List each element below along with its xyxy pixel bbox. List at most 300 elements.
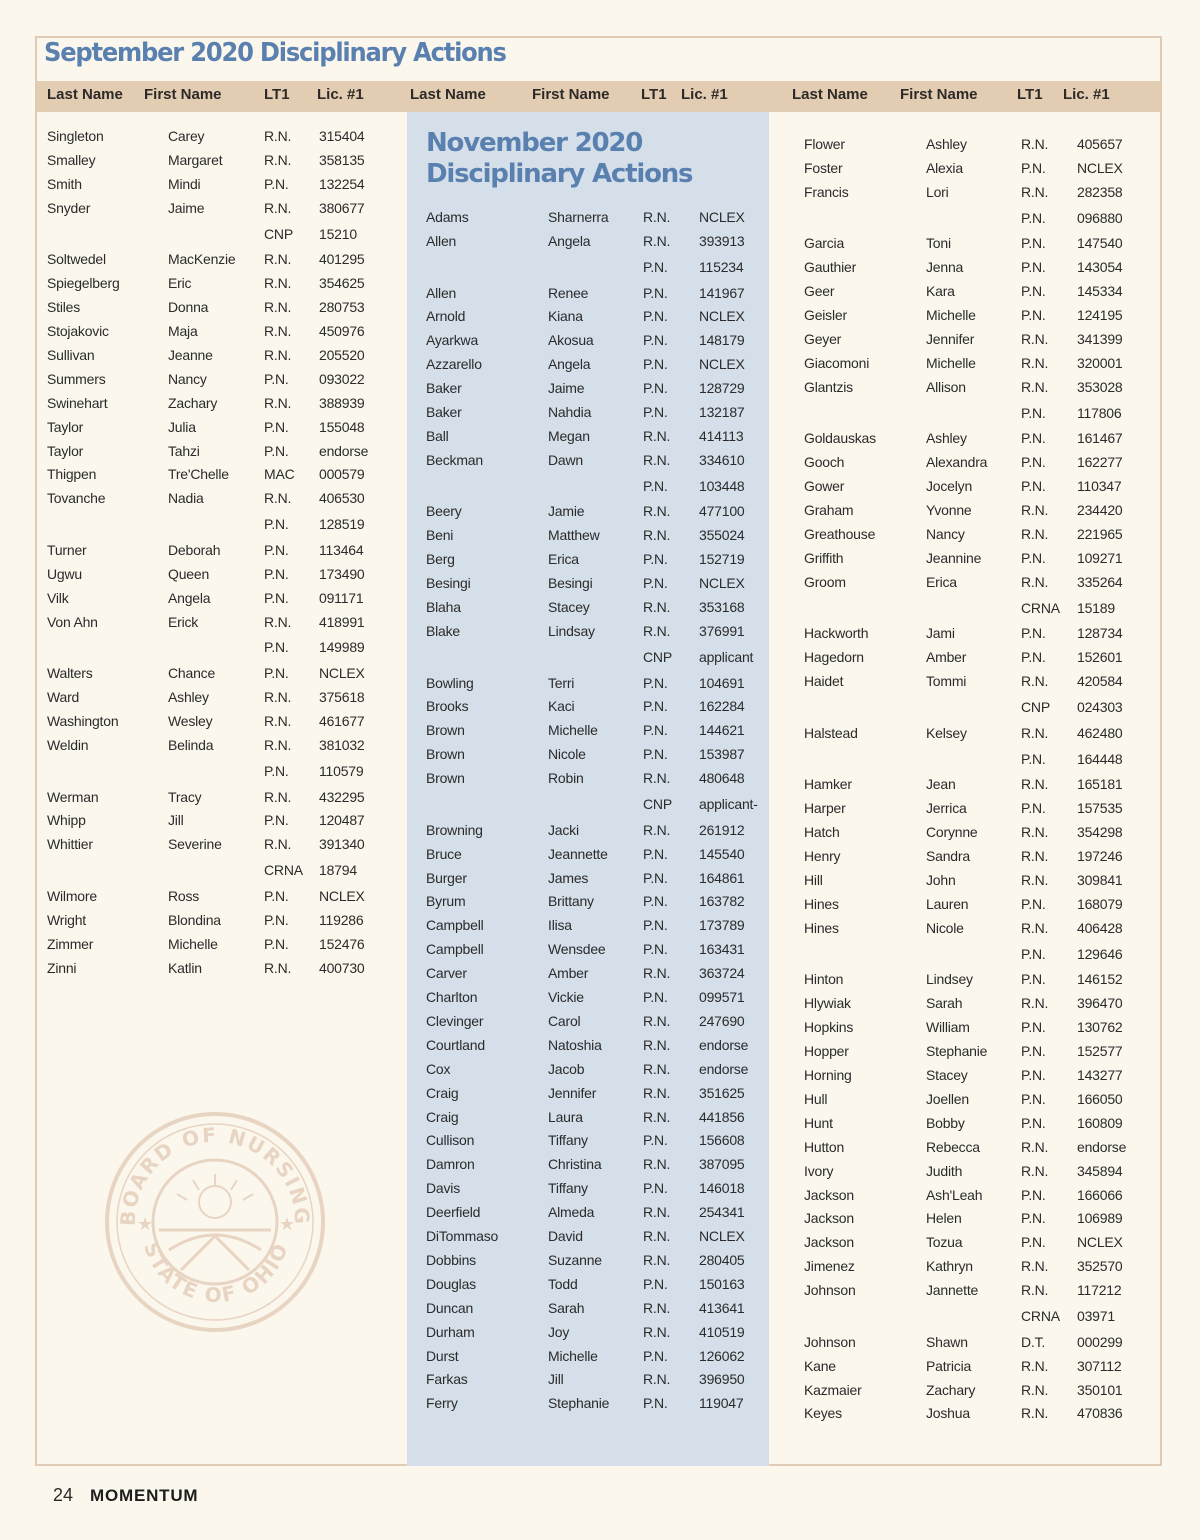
record-license-type: P.N. [264,370,289,387]
record-first-name: Amber [548,965,589,982]
record-last-name: Ball [426,427,449,444]
table-row [47,419,387,439]
table-row [804,502,1144,522]
record-first-name: Chance [168,665,216,682]
table-row [47,936,387,956]
record-last-name: Whipp [47,812,86,829]
record-last-name: Bruce [426,845,462,862]
record-last-name: Craig [426,1084,459,1101]
record-license-number: 162284 [699,698,745,715]
record-last-name: Graham [804,502,854,519]
record-license-number: 128734 [1077,625,1123,642]
record-first-name: Ashley [168,689,209,706]
record-last-name: Ugwu [47,565,82,582]
record-license-type: P.N. [1021,895,1046,912]
record-license-number: 280405 [699,1251,745,1268]
record-last-name: Johnson [804,1282,856,1299]
record-license-number: 152577 [1077,1043,1123,1060]
record-first-name: Megan [548,427,590,444]
record-license-number: 152476 [319,935,365,952]
record-license-type: R.N. [1021,1138,1049,1155]
record-last-name: Glantzis [804,378,853,395]
table-row [426,599,766,619]
record-last-name: Snyder [47,199,91,216]
record-first-name: Belinda [168,736,214,753]
record-last-name: Singleton [47,128,104,144]
record-license-type: R.N. [1021,1357,1049,1374]
record-license-number: 128519 [319,516,365,533]
record-last-name: Ferry [426,1395,458,1412]
record-last-name: Davis [426,1180,461,1197]
table-row [426,1085,766,1105]
record-license-type: R.N. [643,1204,671,1221]
record-license-type: R.N. [264,689,292,706]
record-license-type: R.N. [1021,776,1049,793]
record-last-name: Sullivan [47,346,95,363]
record-license-type: R.N. [1021,1162,1049,1179]
table-row [804,454,1144,474]
record-first-name: Zachary [168,394,218,411]
record-license-type: P.N. [643,989,668,1005]
record-license-type: P.N. [643,1132,668,1149]
record-license-type: P.N. [643,404,668,420]
record-first-name: Deborah [168,541,221,558]
record-license-type: P.N. [264,516,289,533]
record-license-number: NCLEX [319,887,365,904]
header-lt1: LT1 [641,86,667,103]
record-license-type: P.N. [1021,1234,1046,1251]
record-first-name: Nahdia [548,404,592,420]
record-license-type: R.N. [264,713,292,729]
record-license-number: 396470 [1077,995,1123,1012]
record-license-number: 462480 [1077,724,1123,741]
record-license-number: 205520 [319,346,365,363]
header-first-name: First Name [532,86,610,103]
record-last-name: Stojakovic [47,323,109,339]
record-first-name: Nancy [168,370,207,387]
record-last-name: Garcia [804,235,845,252]
record-last-name: Giacomoni [804,354,870,371]
table-row [47,371,387,391]
record-license-type: R.N. [1021,1282,1049,1299]
record-last-name: Francis [804,183,849,200]
record-license-number: 247690 [699,1012,745,1029]
record-license-number: 261912 [699,821,745,838]
record-last-name: Clevinger [426,1012,484,1029]
record-license-type: P.N. [643,477,668,494]
table-row [426,941,766,961]
record-last-name: Foster [804,159,843,176]
record-last-name: Horning [804,1067,852,1083]
record-license-number: 376991 [699,622,745,639]
table-row [804,920,1144,940]
record-last-name: Beni [426,527,454,544]
record-license-type: R.N. [1021,724,1049,741]
record-last-name: Hlywiak [804,995,851,1012]
record-first-name: Bobby [926,1114,965,1131]
table-row [804,1382,1144,1402]
table-row [426,1109,766,1129]
record-last-name: DiTommaso [426,1228,499,1244]
record-license-type: R.N. [1021,1381,1049,1398]
table-row [804,1210,1144,1230]
record-last-name: Werman [47,788,99,805]
table-row [804,776,1144,796]
record-first-name: Queen [168,565,210,582]
record-license-number: applicant [699,648,754,665]
record-license-type: P.N. [643,551,668,568]
table-row [426,575,766,595]
record-license-type: R.N. [643,1251,671,1268]
table-row [426,649,766,669]
record-last-name: Durham [426,1323,475,1340]
record-last-name: Byrum [426,893,466,910]
record-first-name: Sarah [926,995,963,1012]
record-license-type: P.N. [264,589,289,606]
table-row [47,960,387,980]
record-last-name: Adams [426,209,469,225]
record-license-number: 15210 [319,225,357,242]
record-first-name: Severine [168,836,222,853]
record-license-type: R.N. [643,503,671,520]
record-license-type: R.N. [643,965,671,982]
record-license-type: P.N. [264,442,289,459]
header-lic: Lic. #1 [1063,86,1110,103]
record-license-number: 354298 [1077,824,1123,841]
record-license-number: 335264 [1077,573,1123,590]
record-last-name: Johnson [804,1333,856,1350]
record-first-name: Alexandra [926,454,988,471]
record-first-name: Mindi [168,175,201,192]
record-license-number: 155048 [319,418,365,435]
record-first-name: Nicole [548,746,586,763]
record-last-name: Campbell [426,941,484,958]
record-license-number: 254341 [699,1204,745,1221]
table-row [47,542,387,562]
record-license-number: 164448 [1077,750,1123,767]
record-first-name: Tiffany [548,1180,588,1197]
table-row [426,503,766,523]
table-row [47,251,387,271]
record-license-number: 234420 [1077,502,1123,519]
record-last-name: Charlton [426,989,478,1005]
svg-text:STATE OF OHIO [139,1239,293,1307]
table-row [804,1234,1144,1254]
table-row [804,1358,1144,1378]
record-first-name: Ashley [926,136,967,152]
record-license-type: P.N. [1021,649,1046,666]
record-first-name: Jami [926,625,955,642]
record-license-type: P.N. [643,1180,668,1197]
record-first-name: Ross [168,887,200,904]
record-first-name: Michelle [926,307,976,324]
table-row [804,405,1144,425]
record-last-name: Dobbins [426,1251,476,1268]
table-row [804,699,1144,719]
record-first-name: Rebecca [926,1138,980,1155]
record-license-type: R.N. [264,836,292,853]
record-last-name: Hamker [804,776,852,793]
record-first-name: Brittany [548,893,594,910]
record-license-type: P.N. [1021,945,1046,962]
record-license-number: NCLEX [699,575,745,592]
record-first-name: Terri [548,674,575,691]
record-first-name: Sandra [926,848,970,865]
record-first-name: MacKenzie [168,251,236,268]
record-license-number: 143054 [1077,259,1123,276]
record-license-type: R.N. [264,251,292,268]
record-first-name: Stephanie [926,1043,988,1060]
record-first-name: Carey [168,128,205,144]
record-last-name: Arnold [426,308,466,325]
record-license-number: 363724 [699,965,745,982]
table-row [804,1258,1144,1278]
record-first-name: Eric [168,275,192,292]
record-last-name: Blake [426,622,461,639]
record-license-number: 130762 [1077,1019,1123,1036]
record-first-name: Blondina [168,911,221,928]
record-first-name: Amber [926,649,967,666]
record-first-name: Shawn [926,1333,968,1350]
table-row [47,275,387,295]
record-last-name: Beery [426,503,462,520]
record-license-number: 093022 [319,370,365,387]
record-first-name: David [548,1228,583,1244]
table-row [426,478,766,498]
table-row [47,347,387,367]
board-of-nursing-seal [103,1110,328,1335]
record-last-name: Geer [804,283,835,300]
record-last-name: Halstead [804,724,858,741]
record-license-number: 380677 [319,199,365,216]
record-license-number: 144621 [699,722,745,739]
record-license-number: 115234 [699,258,744,275]
record-last-name: Berg [426,551,455,568]
record-last-name: Brown [426,746,465,763]
record-license-number: 126062 [699,1347,745,1364]
record-license-type: R.N. [264,490,292,507]
record-license-type: P.N. [1021,259,1046,276]
record-first-name: Jean [926,776,956,793]
header-lic: Lic. #1 [681,86,728,103]
table-row [426,551,766,571]
table-row [804,283,1144,303]
record-first-name: Jill [548,1371,564,1388]
header-last-name: Last Name [410,86,486,103]
record-license-type: P.N. [264,911,289,928]
table-row [426,870,766,890]
record-license-number: 163782 [699,893,745,910]
record-license-number: 119047 [699,1395,744,1412]
record-license-number: 282358 [1077,183,1123,200]
record-last-name: Baker [426,380,462,397]
record-license-number: 345894 [1077,1162,1123,1179]
header-lt1: LT1 [264,86,290,103]
record-license-type: R.N. [643,451,671,468]
record-license-type: P.N. [1021,971,1046,988]
record-last-name: Brown [426,722,465,739]
table-row [804,574,1144,594]
table-row [426,527,766,547]
table-row [47,443,387,463]
table-row [47,200,387,220]
record-last-name: Stiles [47,299,81,316]
record-first-name: Natoshia [548,1036,602,1053]
record-license-type: R.N. [1021,1258,1049,1275]
table-row [804,331,1144,351]
record-first-name: Jaime [548,380,585,397]
table-row [47,226,387,246]
header-lic: Lic. #1 [317,86,364,103]
record-license-type: P.N. [1021,1210,1046,1227]
record-last-name: Turner [47,541,87,558]
record-first-name: Almeda [548,1204,595,1221]
record-license-number: 18794 [319,862,357,879]
table-row [804,478,1144,498]
record-license-number: endorse [319,442,369,459]
table-row [426,623,766,643]
record-license-type: P.N. [643,308,668,325]
table-row [804,259,1144,279]
table-row [47,689,387,709]
record-license-number: 401295 [319,251,365,268]
record-license-type: P.N. [1021,209,1046,226]
table-row [804,1163,1144,1183]
table-row [47,299,387,319]
table-row [804,184,1144,204]
record-license-type: R.N. [1021,848,1049,865]
record-last-name: Vilk [47,589,69,606]
page-number: 24 [53,1485,74,1505]
record-license-type: P.N. [643,332,668,349]
record-last-name: Haidet [804,673,844,690]
record-license-type: P.N. [643,941,668,958]
record-first-name: Lindsay [548,622,595,639]
header-first-name: First Name [900,86,978,103]
table-row [804,800,1144,820]
record-first-name: Julia [168,418,196,435]
record-license-type: R.N. [1021,995,1049,1012]
table-row [47,152,387,172]
record-license-type: P.N. [1021,478,1046,495]
record-license-type: MAC [264,466,295,483]
table-row [804,625,1144,645]
record-license-type: R.N. [264,299,292,316]
record-first-name: Sarah [548,1299,585,1316]
record-license-number: 470836 [1077,1405,1123,1422]
record-license-number: 221965 [1077,526,1123,542]
record-first-name: Kelsey [926,724,967,741]
record-license-type: R.N. [643,622,671,639]
record-license-number: 141967 [699,284,745,301]
table-row [426,1156,766,1176]
record-first-name: Zachary [926,1381,976,1398]
record-first-name: Jacob [548,1060,585,1077]
record-license-number: 091171 [319,589,364,606]
record-license-type: R.N. [264,394,292,411]
record-first-name: Jocelyn [926,478,973,495]
record-last-name: Hopkins [804,1019,854,1036]
record-last-name: Kazmaier [804,1381,862,1398]
record-last-name: Durst [426,1347,459,1364]
record-license-type: P.N. [264,639,289,656]
record-license-type: R.N. [1021,354,1049,371]
table-row [47,862,387,882]
record-last-name: Hagedorn [804,649,864,666]
record-first-name: Jeannine [926,549,982,566]
record-first-name: Stacey [926,1067,968,1083]
record-license-number: 150163 [699,1275,745,1292]
record-license-type: P.N. [1021,1090,1046,1107]
record-license-number: applicant- [699,795,758,812]
table-row [426,428,766,448]
record-license-number: 124195 [1077,307,1123,324]
seal-bottom-text: STATE OF OHIO [138,1238,294,1308]
record-license-type: P.N. [1021,283,1046,300]
table-row [426,989,766,1009]
record-last-name: Washington [47,713,119,729]
record-first-name: Carol [548,1012,581,1029]
record-license-type: P.N. [264,935,289,952]
record-last-name: Gooch [804,454,845,471]
record-last-name: Brooks [426,698,469,715]
record-last-name: Deerfield [426,1204,481,1221]
record-last-name: Bowling [426,674,474,691]
record-last-name: Besingi [426,575,471,592]
record-last-name: Courtland [426,1036,485,1053]
record-license-number: 03971 [1077,1307,1115,1324]
record-license-number: endorse [699,1036,749,1053]
record-last-name: Taylor [47,418,84,435]
table-row [426,1324,766,1344]
table-row [426,233,766,253]
record-first-name: Joellen [926,1090,969,1107]
record-first-name: Jennifer [548,1084,597,1101]
record-license-type: R.N. [643,1012,671,1029]
record-license-number: 418991 [319,613,365,630]
record-license-number: 160809 [1077,1114,1123,1131]
record-license-type: R.N. [1021,573,1049,590]
table-row [804,550,1144,570]
record-license-type: P.N. [1021,454,1046,471]
record-license-number: 157535 [1077,800,1123,817]
table-row [426,746,766,766]
record-license-type: P.N. [1021,235,1046,252]
record-first-name: Tahzi [168,442,200,459]
record-first-name: Jennifer [926,331,975,347]
record-license-number: 341399 [1077,331,1123,347]
record-license-type: P.N. [264,418,289,435]
record-license-number: 146152 [1077,971,1123,988]
record-license-type: P.N. [1021,1067,1046,1083]
record-last-name: Goldauskas [804,430,876,447]
table-row [804,896,1144,916]
record-license-number: 173789 [699,917,745,934]
table-row [804,725,1144,745]
record-first-name: Jenna [926,259,964,276]
record-license-type: P.N. [643,722,668,739]
record-last-name: Hines [804,919,839,936]
record-license-number: 358135 [319,151,365,168]
record-last-name: Azzarello [426,356,482,373]
record-first-name: Michelle [168,935,218,952]
table-row [47,639,387,659]
header-lt1: LT1 [1017,86,1043,103]
record-license-number: 153987 [699,746,745,763]
record-last-name: Jackson [804,1186,854,1203]
svg-text:★: ★ [279,1214,296,1234]
record-license-number: 320001 [1077,354,1123,371]
